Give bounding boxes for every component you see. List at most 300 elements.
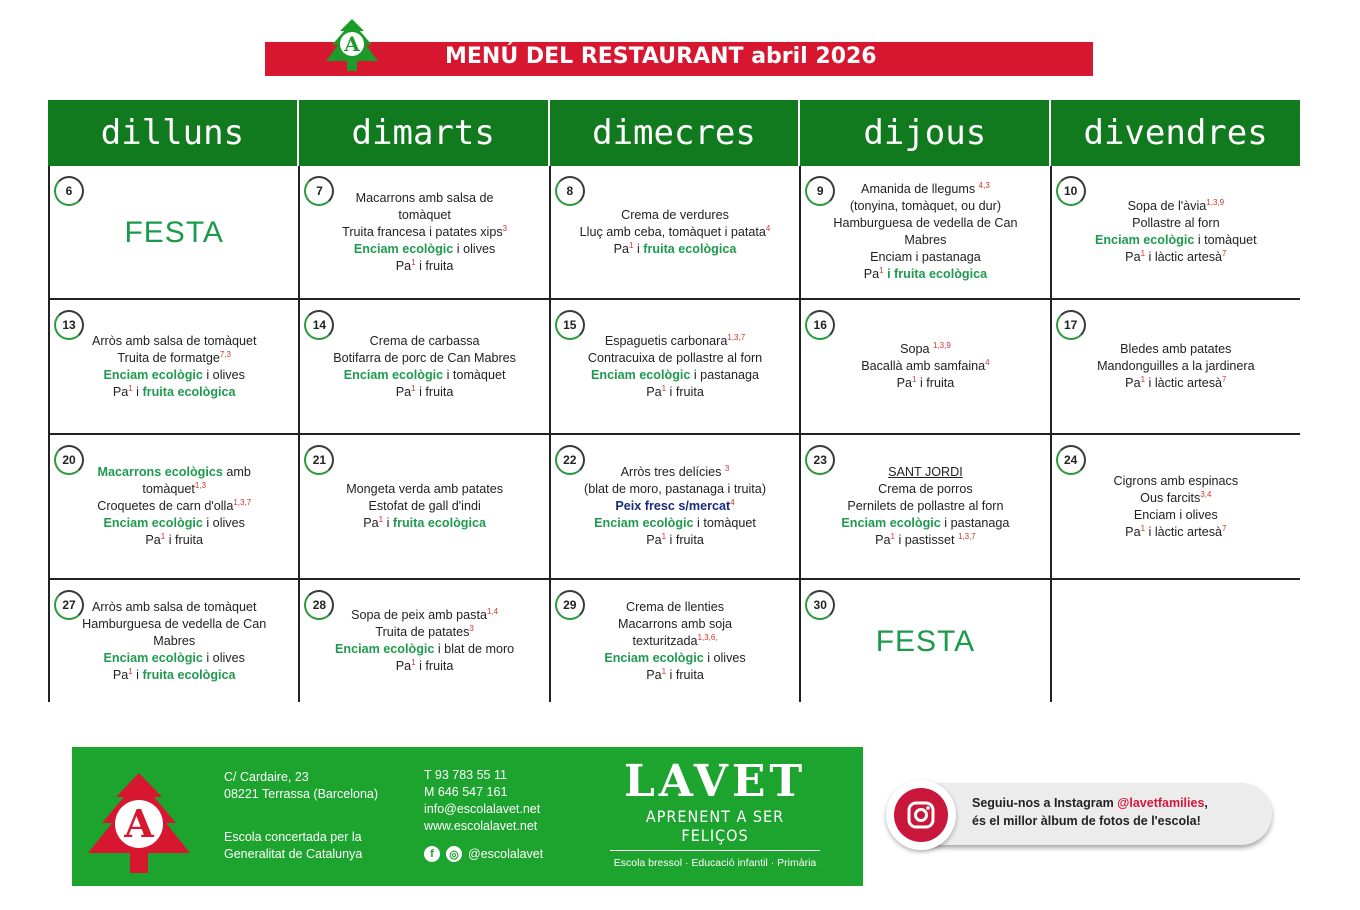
lavet-tree-logo-icon: [322, 17, 382, 79]
menu-line: [580, 224, 771, 241]
week-row: [48, 166, 1300, 300]
menu-text: Lluç amb ceba, tomàquet i patata: [579, 224, 766, 239]
menu-line: [346, 481, 503, 498]
menu-text: i blat de moro: [434, 642, 515, 656]
menu-text: Pernilets de pollastre al forn: [847, 499, 1004, 513]
menu-text: i olives: [453, 241, 496, 256]
allergen-code: 7: [1222, 374, 1227, 384]
allergen-code: 1: [1140, 523, 1146, 533]
menu-text: Pa: [646, 533, 662, 547]
brand-block: [610, 757, 820, 869]
eco-label: i fruita ecològica: [887, 267, 988, 281]
menu-line: [398, 207, 451, 224]
menu-line: [646, 384, 704, 401]
menu-text: Sopa de l'àvia: [1127, 199, 1207, 213]
allergen-code: 1: [128, 666, 133, 676]
day-cell: [551, 166, 801, 298]
day-number: 24: [1056, 445, 1086, 475]
day-number: 9: [805, 176, 835, 206]
day-cell: [801, 435, 1051, 578]
instagram-handle[interactable]: @lavetfamilies: [1117, 796, 1205, 810]
eco-label: Enciam ecològic: [343, 367, 444, 382]
menu-text: Truita de patates: [375, 625, 470, 639]
menu-line: [104, 367, 245, 384]
allergen-code: 1: [128, 383, 133, 393]
instagram-prefix: Seguiu-nos a Instagram: [972, 796, 1118, 810]
menu-line: [870, 249, 981, 266]
menu-line: [861, 358, 989, 375]
menu-text: Macarrons amb salsa de: [355, 190, 494, 205]
instagram-line-1: [972, 794, 1208, 812]
menu-text: Pa: [395, 258, 412, 273]
menu-text: i làctic artesà: [1145, 376, 1223, 390]
menu-line: [621, 207, 729, 224]
menu-line: [646, 667, 704, 684]
menu-line: [888, 464, 963, 481]
address-line-2: 08221 Terrassa (Barcelona): [224, 787, 379, 801]
menu-text: Pa: [395, 659, 412, 673]
menu-line: [1095, 232, 1257, 249]
menu-line: [113, 384, 236, 401]
menu-text: Mabres: [153, 633, 196, 648]
menu-line: [841, 515, 1009, 532]
menu-line: [604, 650, 745, 667]
eco-label: Enciam ecològic: [103, 516, 203, 530]
allergen-code: 7,3: [219, 349, 231, 359]
menu-line: [97, 498, 251, 515]
day-number: 13: [54, 310, 84, 340]
menu-line: [1140, 490, 1211, 507]
menu-text: Enciam i pastanaga: [870, 250, 981, 264]
menu-text: Macarrons amb soja: [617, 616, 733, 631]
allergen-code: 1: [411, 257, 416, 267]
day-cell: [300, 435, 550, 578]
school-status: [224, 829, 362, 863]
day-number: 27: [54, 590, 84, 620]
eco-label: Enciam ecològic: [591, 367, 691, 382]
school-address: [224, 769, 378, 803]
weekday-thursday: dijous: [800, 100, 1051, 166]
allergen-code: 1: [1140, 248, 1146, 258]
menu-text: i pastisset: [894, 533, 958, 547]
menu-line: [363, 515, 486, 532]
allergen-code: 1,3,7: [233, 497, 252, 507]
eco-label: Enciam ecològic: [335, 642, 435, 656]
menu-text: Pa: [646, 384, 662, 399]
menu-text: Pa: [112, 384, 129, 399]
menu-text: i fruita: [666, 533, 704, 547]
menu-line: [333, 350, 516, 367]
day-cell: [551, 300, 801, 433]
day-number: 10: [1056, 176, 1086, 206]
menu-line: [117, 350, 231, 367]
allergen-code: 7: [1222, 523, 1227, 533]
menu-text: i fruita: [666, 384, 704, 399]
address-line-1: C/ Cardaire, 23: [224, 770, 309, 784]
menu-text: Truita francesa i patates xips: [342, 224, 503, 239]
facebook-icon[interactable]: f: [424, 846, 440, 862]
menu-text: i: [383, 516, 393, 530]
allergen-code: 1: [411, 657, 416, 667]
day-number: 23: [805, 445, 835, 475]
menu-line: [1120, 341, 1231, 358]
brand-levels: Escola bressol · Educació infantil · Primària: [613, 857, 817, 869]
eco-label: Enciam ecològic: [103, 367, 203, 382]
menu-line: [92, 333, 257, 350]
menu-text: Espaguetis carbonara: [604, 333, 728, 348]
allergen-code: 3: [502, 223, 508, 233]
phone-number[interactable]: T 93 783 55 11: [424, 768, 507, 782]
menu-line: [1125, 524, 1226, 541]
menu-line: [142, 481, 206, 498]
menu-text: Contracuixa de pollastre al forn: [587, 350, 763, 365]
allergen-code: 7: [1222, 248, 1227, 258]
menu-line: [335, 641, 514, 658]
eco-label: fruita ecològica: [392, 516, 486, 530]
menu-line: [605, 333, 745, 350]
menu-text: i fruita: [415, 659, 454, 673]
menu-text: Arròs amb salsa de tomàquet: [91, 333, 257, 348]
menu-line: [354, 241, 495, 258]
eco-label: Enciam ecològic: [594, 516, 694, 530]
page-title: MENÚ DEL RESTAURANT abril 2026: [445, 44, 877, 69]
menu-line: [1125, 375, 1226, 392]
menu-text: Hamburguesa de vedella de Can: [82, 616, 267, 631]
day-cell: [801, 166, 1051, 298]
menu-text: i olives: [703, 650, 746, 665]
allergen-code: 1,3,6,: [697, 632, 718, 642]
lavet-tree-logo-icon: [80, 769, 198, 884]
menu-line: [632, 633, 717, 650]
svg-text:A: A: [344, 32, 360, 56]
eco-label: Enciam ecològic: [103, 650, 203, 665]
social-links: [424, 846, 543, 862]
menu-text: Pollastre al forn: [1132, 216, 1220, 230]
instagram-suffix: ,: [1204, 796, 1208, 810]
menu-line: [370, 333, 480, 350]
menu-text: i pastanaga: [690, 367, 760, 382]
allergen-code: 1: [879, 265, 884, 275]
menu-line: [145, 532, 203, 549]
menu-text: i tomàquet: [693, 516, 756, 530]
menu-text: Enciam i olives: [1133, 507, 1218, 522]
day-cell: [1052, 300, 1300, 433]
day-cell: [300, 580, 550, 702]
menu-text: i pastanaga: [940, 516, 1010, 530]
day-cell: [551, 580, 801, 702]
menu-text: i olives: [202, 650, 245, 665]
day-number: 6: [54, 176, 84, 206]
weekday-wednesday: dimecres: [550, 100, 801, 166]
holiday-label: FESTA: [124, 215, 224, 249]
allergen-code: 3,4: [1200, 489, 1212, 499]
menu-line: [588, 350, 762, 367]
menu-line: [878, 481, 973, 498]
allergen-code: 1: [661, 666, 667, 676]
allergen-code: 1: [661, 383, 667, 393]
instagram-icon[interactable]: ◎: [446, 846, 462, 862]
menu-text: Truita de formatge: [117, 350, 220, 365]
menu-line: [1114, 473, 1239, 490]
menu-line: [396, 658, 454, 675]
eco-label: Enciam ecològic: [841, 516, 941, 530]
social-handle[interactable]: @escolalavet: [468, 847, 544, 861]
allergen-code: 4: [765, 223, 771, 233]
allergen-code: 1,3: [194, 480, 207, 490]
day-cell: [48, 435, 300, 578]
eco-label: Macarrons ecològics: [97, 465, 223, 479]
menu-text: i olives: [202, 367, 245, 382]
menu-line: [1134, 507, 1218, 524]
menu-text: i tomàquet: [1194, 233, 1257, 247]
day-number: 16: [805, 310, 835, 340]
eco-label: fruita ecològica: [643, 241, 737, 256]
instagram-line-2: és el millor àlbum de fotos de l'escola!: [972, 814, 1201, 828]
menu-text: tomàquet: [142, 482, 195, 496]
menu-line: [375, 624, 474, 641]
menu-text: Arròs amb salsa de tomàquet: [91, 599, 257, 614]
menu-text: i làctic artesà: [1145, 524, 1223, 539]
menu-line: [1097, 358, 1255, 375]
eco-label: fruita ecològica: [142, 667, 236, 682]
menu-text: Arròs tres delícies: [620, 465, 725, 479]
eco-label: Enciam ecològic: [1094, 233, 1195, 247]
day-number: 21: [304, 445, 334, 475]
fish-label: Peix fresc s/mercat: [615, 499, 731, 513]
allergen-code: 1: [890, 531, 895, 541]
day-number: 14: [304, 310, 334, 340]
menu-line: [342, 224, 507, 241]
instagram-icon[interactable]: [886, 780, 956, 850]
day-number: 30: [805, 590, 835, 620]
day-cell: [48, 300, 300, 433]
menu-text: i fruita: [666, 667, 704, 682]
menu-calendar: [48, 100, 1300, 702]
week-row: [48, 435, 1300, 580]
menu-text: Crema de llenties: [626, 599, 725, 614]
instagram-glyph-icon: [906, 800, 936, 830]
menu-line: [850, 198, 1001, 215]
menu-text: Pa: [1125, 376, 1141, 390]
menu-text: Bledes amb patates: [1120, 342, 1232, 356]
menu-line: [615, 498, 734, 515]
website-link[interactable]: www.escolalavet.net: [424, 819, 538, 833]
menu-text: Pa: [896, 376, 912, 390]
day-cell: [300, 300, 550, 433]
allergen-code: 1,3,7: [727, 332, 746, 342]
day-cell: [48, 580, 300, 702]
week-row: [48, 300, 1300, 435]
day-cell: [801, 300, 1051, 433]
menu-line: [897, 375, 955, 392]
holiday-label: FESTA: [875, 624, 976, 658]
menu-text: i olives: [202, 516, 245, 530]
allergen-code: 1: [629, 240, 634, 250]
menu-text: i: [132, 384, 143, 399]
menu-text: Estofat de gall d'indi: [368, 499, 481, 513]
menu-text: Hamburguesa de vedella de Can: [833, 216, 1018, 230]
allergen-code: 3: [469, 623, 474, 633]
menu-line: [396, 384, 454, 401]
menu-text: Sopa de peix amb pasta: [351, 608, 487, 622]
menu-line: [614, 241, 737, 258]
day-number: 8: [555, 176, 585, 206]
brand-slogan: APRENENT A SER FELIÇOS: [610, 807, 820, 851]
menu-text: Sopa: [900, 342, 933, 356]
day-number: 29: [555, 590, 585, 620]
menu-text: Pa: [395, 384, 412, 399]
menu-text: Crema de verdures: [621, 207, 729, 222]
allergen-code: 1: [411, 383, 416, 393]
menu-text: Pa: [363, 516, 379, 530]
menu-line: [864, 266, 987, 283]
menu-text: texturitzada: [632, 633, 698, 648]
menu-line: [833, 215, 1017, 232]
allergen-code: 1: [661, 531, 667, 541]
day-number: 20: [54, 445, 84, 475]
menu-line: [1132, 215, 1220, 232]
menu-text: Bacallà amb samfaina: [861, 359, 986, 373]
menu-line: [626, 599, 724, 616]
day-cell: [48, 166, 300, 298]
menu-line: [847, 498, 1003, 515]
weekday-friday: divendres: [1083, 113, 1268, 153]
menu-line: [875, 532, 976, 549]
menu-text: i: [633, 241, 644, 256]
eco-label: Enciam ecològic: [604, 650, 704, 665]
allergen-code: 3: [724, 463, 730, 473]
menu-line: [396, 258, 454, 275]
menu-text: Cigrons amb espinacs: [1113, 473, 1239, 488]
menu-line: [153, 633, 195, 650]
menu-text: i fruita: [916, 376, 955, 390]
school-status-line-1: Escola concertada per la: [224, 830, 362, 844]
day-cell: [1052, 580, 1300, 702]
menu-text: i fruita: [415, 258, 454, 273]
weekday-tuesday: dimarts: [299, 100, 550, 166]
allergen-code: 1: [160, 531, 166, 541]
menu-line: [861, 181, 990, 198]
day-cell: [801, 580, 1051, 702]
day-number: 22: [555, 445, 585, 475]
day-cell: [1052, 166, 1300, 298]
day-number: 28: [304, 590, 334, 620]
email-link[interactable]: info@escolalavet.net: [424, 802, 541, 816]
menu-text: Pa: [613, 241, 630, 256]
day-cell: [551, 435, 801, 578]
eco-label: fruita ecològica: [142, 384, 236, 399]
allergen-code: 4,3: [978, 180, 990, 190]
menu-line: [1125, 249, 1226, 266]
menu-text: Ous farcits: [1140, 490, 1201, 505]
mobile-number[interactable]: M 646 547 161: [424, 785, 508, 799]
menu-text: i làctic artesà: [1145, 250, 1223, 264]
menu-text: Croquetes de carn d'olla: [97, 499, 234, 513]
menu-text: Pa: [875, 533, 891, 547]
menu-text: Botifarra de porc de Can Mabres: [333, 350, 516, 365]
menu-line: [356, 190, 494, 207]
menu-line: [646, 532, 704, 549]
menu-text: i fruita: [165, 533, 204, 547]
menu-text: Crema de carbassa: [369, 333, 480, 348]
menu-text: Pa: [863, 267, 880, 281]
day-cell: [300, 166, 550, 298]
menu-line: [584, 481, 766, 498]
school-status-line-2: Generalitat de Catalunya: [224, 847, 363, 861]
menu-line: [1128, 198, 1225, 215]
school-footer: [72, 747, 863, 886]
menu-line: [591, 367, 759, 384]
menu-text: Mandonguilles a la jardinera: [1097, 359, 1255, 373]
menu-line: [98, 464, 251, 481]
menu-text: Pa: [646, 667, 662, 682]
menu-text: amb: [222, 465, 251, 479]
day-cell: [1052, 435, 1300, 578]
allergen-code: 1,3,7: [957, 531, 976, 541]
menu-text: Mabres: [904, 233, 947, 247]
day-number: 17: [1056, 310, 1086, 340]
menu-text: (blat de moro, pastanaga i truita): [584, 482, 767, 496]
menu-line: [344, 367, 506, 384]
menu-line: [113, 667, 236, 684]
weekday-monday: dilluns: [48, 100, 299, 166]
menu-text: i: [132, 667, 143, 682]
menu-text: Pa: [112, 667, 129, 682]
svg-text:A: A: [124, 801, 154, 846]
menu-text: SANT JORDI: [888, 465, 963, 479]
menu-text: i tomàquet: [443, 367, 506, 382]
menu-text: i fruita: [415, 384, 454, 399]
menu-line: [904, 232, 946, 249]
menu-line: [900, 341, 951, 358]
weekday-header: [48, 100, 1300, 166]
allergen-code: 1,3,9: [1206, 197, 1225, 207]
allergen-code: 1,4: [486, 606, 499, 616]
instagram-icon-inner: [894, 788, 948, 842]
menu-text: Crema de porros: [878, 482, 973, 496]
allergen-code: 1: [1140, 374, 1146, 384]
menu-line: [104, 650, 245, 667]
menu-text: Pa: [1125, 250, 1141, 264]
menu-text: (tonyina, tomàquet, ou dur): [849, 199, 1002, 213]
menu-line: [104, 515, 245, 532]
menu-line: [618, 616, 732, 633]
menu-line: [621, 464, 730, 481]
menu-line: [368, 498, 480, 515]
school-contact: [424, 767, 540, 835]
menu-text: tomàquet: [398, 207, 451, 222]
menu-line: [594, 515, 756, 532]
menu-text: Amanida de llegums: [861, 182, 979, 196]
day-number: 7: [304, 176, 334, 206]
menu-text: Pa: [1125, 524, 1141, 539]
menu-line: [351, 607, 498, 624]
brand-name: LAVET: [623, 756, 807, 807]
allergen-code: 4: [730, 497, 735, 507]
menu-line: [92, 599, 257, 616]
week-row: [48, 580, 1300, 702]
instagram-callout-text: [972, 794, 1208, 830]
eco-label: Enciam ecològic: [353, 241, 454, 256]
day-number: 15: [555, 310, 585, 340]
menu-text: Mongeta verda amb patates: [346, 482, 504, 496]
weeks-grid: [48, 166, 1300, 702]
allergen-code: 4: [985, 357, 990, 367]
menu-line: [82, 616, 266, 633]
allergen-code: 1,3,9: [932, 340, 951, 350]
menu-text: Pa: [145, 533, 161, 547]
allergen-code: 1: [378, 514, 384, 524]
